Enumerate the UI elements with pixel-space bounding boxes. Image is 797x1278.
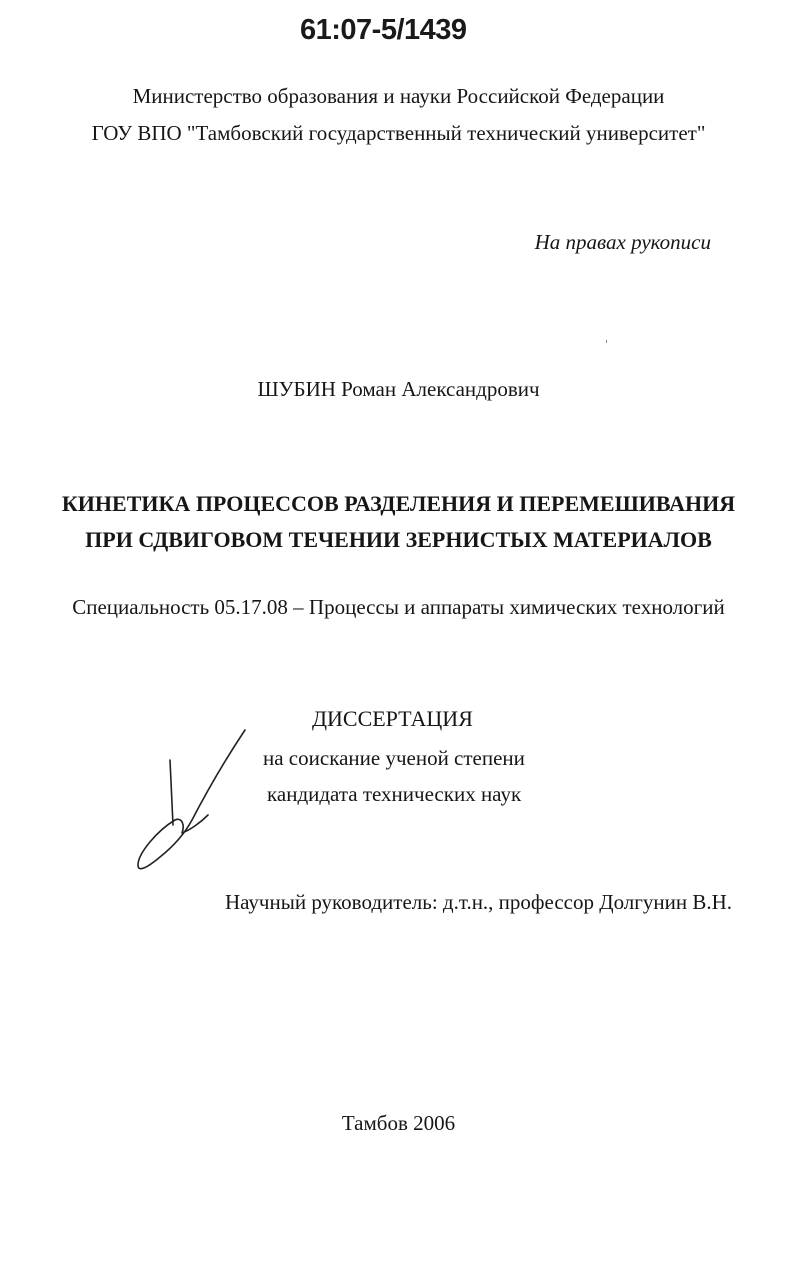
scan-speck xyxy=(606,340,607,343)
author-name: ШУБИН Роман Александрович xyxy=(257,377,540,401)
ministry-line: Министерство образования и науки Российской Федерации xyxy=(132,84,665,108)
specialty-line: Специальность 05.17.08 – Процессы и аппараты химических технологий xyxy=(72,595,725,619)
degree-line-1: на соискание ученой степени xyxy=(263,746,525,770)
scientific-advisor-line: Научный руководитель: д.т.н., профессор Долгунин В.Н. xyxy=(225,890,733,914)
library-stamp-code: 61:07-5/1439 xyxy=(300,14,467,46)
manuscript-rights-note: На правах рукописи xyxy=(534,230,711,254)
city-and-year: Тамбов 2006 xyxy=(341,1111,456,1135)
thesis-title-line-2: ПРИ СДВИГОВОМ ТЕЧЕНИИ ЗЕРНИСТЫХ МАТЕРИАЛОВ xyxy=(85,527,712,552)
handwritten-signature-icon xyxy=(130,725,260,875)
thesis-title-line-1: КИНЕТИКА ПРОЦЕССОВ РАЗДЕЛЕНИЯ И ПЕРЕМЕШИВАНИЯ xyxy=(61,491,736,516)
dissertation-label: ДИССЕРТАЦИЯ xyxy=(312,706,473,731)
university-line: ГОУ ВПО "Тамбовский государственный технический университет" xyxy=(91,121,706,145)
degree-line-2: кандидата технических наук xyxy=(267,782,522,806)
